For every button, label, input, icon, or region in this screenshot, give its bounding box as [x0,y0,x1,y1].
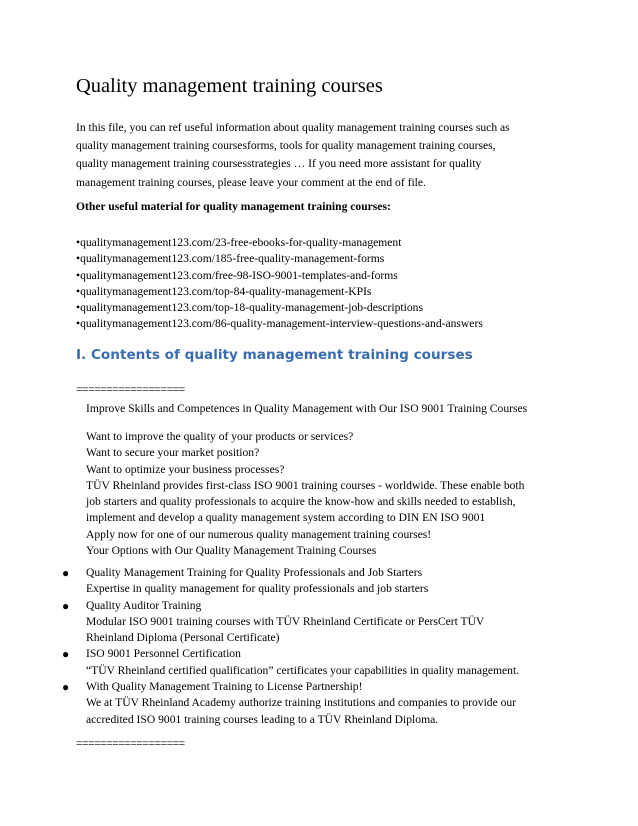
separator-rule: ================== [76,383,185,396]
bullet-line: Rheinland Diploma (Personal Certificate) [86,631,280,645]
other-material-heading: Other useful material for quality management training courses: [76,200,391,213]
resource-link[interactable]: • qualitymanagement123.com/top-84-quality-management-KPIs [76,284,483,300]
section-heading: I. Contents of quality management training courses [76,347,473,363]
bullet-line: ISO 9001 Personnel Certification [86,647,241,661]
bullet-icon: ● [62,566,70,580]
section-subtitle: Improve Skills and Competences in Quality Management with Our ISO 9001 Training Courses [86,402,528,415]
body-line: Apply now for one of our numerous quality management training courses! [86,527,432,541]
bullet-item [0,646,638,679]
resource-link[interactable]: • qualitymanagement123.com/top-18-quality-management-job-descriptions [76,300,483,316]
body-text [86,429,524,559]
intro-line: quality management training coursesforms, tools for quality management training courses, [76,139,496,153]
bullet-icon: ● [62,598,70,613]
bullet-line: We at TÜV Rheinland Academy authorize training institutions and companies to provide our [86,696,517,710]
bullet-icon: ● [62,680,70,695]
intro-line: In this file, you can ref useful information about quality management training courses such as [76,121,510,134]
resource-link[interactable]: • qualitymanagement123.com/23-free-ebooks-for-quality-management [76,235,483,251]
document-title: Quality management training courses [76,75,383,97]
resource-link[interactable]: • qualitymanagement123.com/185-free-quality-management-forms [76,251,483,267]
body-line: Want to secure your market position? [86,446,260,460]
resource-link[interactable]: • qualitymanagement123.com/free-98-ISO-9001-templates-and-forms [76,268,483,284]
separator-rule: ================== [76,737,185,750]
bullet-line: Modular ISO 9001 training courses with TÜV Rheinland Certificate or PersCert TÜV [86,614,485,628]
bullet-line: With Quality Management Training to License Partnership! [86,680,363,694]
body-line: TÜV Rheinland provides first-class ISO 9001 training courses - worldwide. These enable both [86,478,525,492]
body-line: job starters and quality professionals to acquire the know-how and skills needed to establish, [86,495,516,509]
body-line: Want to improve the quality of your products or services? [86,430,354,443]
bullet-line: Quality Auditor Training [86,598,202,612]
body-line: Want to optimize your business processes? [86,462,285,476]
bullet-item [0,565,638,598]
bullet-icon: ● [62,647,70,662]
bullet-line: accredited ISO 9001 training courses leading to a TÜV Rheinland Diploma. [86,712,439,726]
intro-line: quality management training coursesstrategies … If you need more assistant for quality [76,157,482,171]
intro-line: management training courses, please leave your comment at the end of file. [76,175,426,189]
bullet-item [0,679,638,728]
bullet-line: “TÜV Rheinland certified qualification” certificates your capabilities in quality management. [86,663,520,677]
intro-paragraph [76,119,576,192]
bullet-line: Expertise in quality management for quality professionals and job starters [86,582,429,596]
body-line: implement and develop a quality management system according to DIN EN ISO 9001 [86,511,486,525]
resource-link-list [76,235,483,333]
bullet-item [0,598,638,647]
body-line: Your Options with Our Quality Management Training Courses [86,544,377,558]
resource-link[interactable]: • qualitymanagement123.com/86-quality-management-interview-questions-and-answers [76,316,483,332]
options-bullet-list [0,565,638,728]
bullet-line: Quality Management Training for Quality Professionals and Job Starters [86,566,423,579]
